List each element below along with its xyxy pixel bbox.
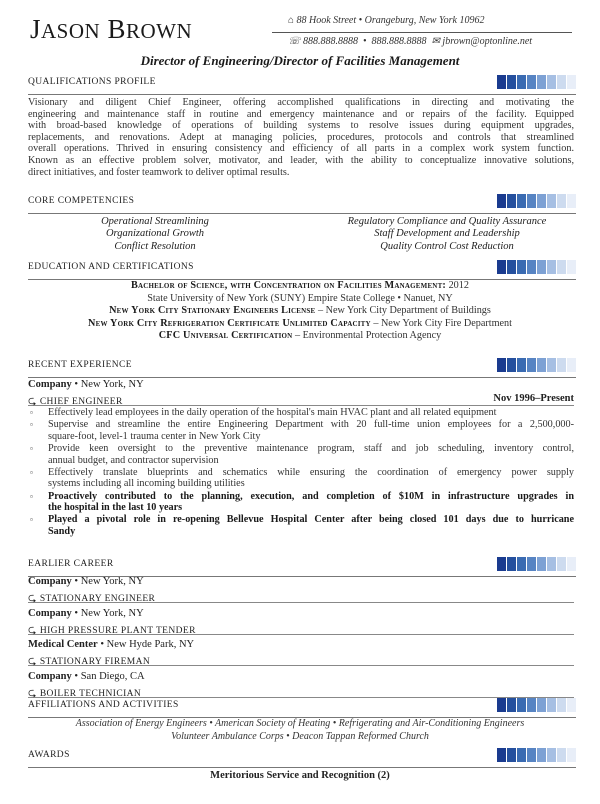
- phone-icon: ☏: [288, 36, 304, 47]
- accent-block: [527, 194, 536, 208]
- employer-line: Company • San Diego, CA: [28, 670, 145, 682]
- competency-item: Conflict Resolution: [114, 240, 196, 252]
- accent-block: [527, 260, 536, 274]
- accent-block: [517, 748, 526, 762]
- education-title: Bachelor of Science, with Concentration on Facilities Management:: [131, 280, 447, 291]
- accent-block: [557, 557, 566, 571]
- recent-employer: Company • New York, NY: [28, 379, 144, 390]
- profile-line: direct initiatives, and foster teamwork to deliver optimal results.: [28, 166, 290, 178]
- responsibility-text: [48, 407, 574, 419]
- affiliations-list: [0, 718, 600, 743]
- bullet-icon: ▫: [30, 467, 33, 477]
- role-name: STATIONARY ENGINEER: [39, 594, 156, 604]
- accent-block: [567, 194, 576, 208]
- accent-block: [537, 748, 546, 762]
- employer-name: Company: [28, 670, 72, 682]
- accent-block: [507, 75, 516, 89]
- responsibility-line: systems including all incoming building utilities: [48, 478, 245, 490]
- accent-block: [557, 260, 566, 274]
- responsibility-line: Played a pivotal role in re-opening Bellevue Hospital Center after being closed 101 days due to hurricane: [48, 514, 574, 526]
- profile-line: with broad-based knowledge of operations of building systems to resolve issues during equipment upgrades,: [28, 120, 574, 132]
- responsibility-line: Proactively contributed to the planning, execution, and completion of $10M in infrastructure upgrades in: [48, 490, 574, 502]
- accent-block: [567, 557, 576, 571]
- accent-block: [517, 698, 526, 712]
- profile-paragraph: [28, 97, 574, 178]
- education-title: CFC Universal Certification: [158, 330, 293, 342]
- role-title: [28, 590, 574, 603]
- accent-blocks: [497, 194, 576, 208]
- employer-location: New Hyde Park, NY: [106, 639, 195, 650]
- accent-blocks: [497, 358, 576, 372]
- accent-block: [537, 75, 546, 89]
- section-affiliations: AFFILIATIONS AND ACTIVITIES: [28, 700, 576, 714]
- accent-block: [557, 194, 566, 208]
- section-qualifications: QUALIFICATIONS PROFILE: [28, 77, 576, 91]
- responsibility-text: [48, 467, 574, 490]
- accent-block: [507, 194, 516, 208]
- education-title: New York City Refrigeration Certificate Unlimited Capacity: [88, 317, 371, 329]
- role-name: STATIONARY FIREMAN: [39, 657, 151, 667]
- responsibility-line: annual budget, and contractor supervision: [48, 454, 219, 466]
- employer-line: Company • New York, NY: [28, 607, 144, 619]
- accent-block: [497, 748, 506, 762]
- responsibility-text: [48, 419, 574, 442]
- accent-block: [497, 194, 506, 208]
- education-item: [0, 280, 600, 293]
- accent-block: [547, 194, 556, 208]
- accent-block: [547, 260, 556, 274]
- accent-block: [517, 260, 526, 274]
- address-line: ⌂ 88 Hook Street • Orangeburg, New York 10962: [288, 15, 485, 26]
- role-icon: ⮎: [28, 687, 37, 699]
- competency-item: Staff Development and Leadership: [374, 228, 520, 240]
- accent-block: [537, 194, 546, 208]
- employer-location: New York, NY: [80, 607, 144, 619]
- accent-block: [537, 358, 546, 372]
- accent-block: [507, 557, 516, 571]
- accent-block: [507, 698, 516, 712]
- accent-block: [557, 748, 566, 762]
- accent-block: [547, 698, 556, 712]
- accent-block: [527, 557, 536, 571]
- accent-block: [497, 260, 506, 274]
- competency-item: Quality Control Cost Reduction: [380, 240, 514, 252]
- role-name: HIGH PRESSURE PLANT TENDER: [39, 625, 196, 636]
- accent-block: [567, 748, 576, 762]
- accent-block: [547, 75, 556, 89]
- accent-block: [497, 75, 506, 89]
- accent-block: [507, 358, 516, 372]
- accent-block: [497, 358, 506, 372]
- bullet-icon: ▫: [30, 491, 33, 501]
- section-recent-experience: RECENT EXPERIENCE: [28, 360, 576, 374]
- bullet-icon: ▫: [30, 420, 33, 430]
- contact-line: ☏ 888.888.8888 • 888.888.8888 ✉ jbrown@optonline.net: [288, 36, 533, 47]
- bullet-icon: ▫: [30, 444, 33, 453]
- employer-line: Medical Center • New Hyde Park, NY: [28, 639, 195, 650]
- accent-block: [537, 698, 546, 712]
- employer-line: Company • New York, NY: [28, 576, 144, 587]
- accent-block: [567, 698, 576, 712]
- bullet-icon: ▫: [30, 515, 33, 525]
- section-education: EDUCATION AND CERTIFICATIONS: [28, 262, 576, 276]
- accent-blocks: [497, 748, 576, 762]
- responsibility-line: Effectively lead employees in the daily operation of the hospital's main HVAC plant and all related equipment: [48, 407, 497, 418]
- accent-block: [527, 358, 536, 372]
- accent-blocks: [497, 75, 576, 89]
- profile-line: engineering and maintenance staff in routine and emergency maintenance and or repairs of the facility. Equipped: [28, 108, 574, 120]
- accent-block: [517, 194, 526, 208]
- accent-block: [567, 260, 576, 274]
- accent-block: [527, 748, 536, 762]
- education-detail: – Environmental Protection Agency: [292, 330, 442, 342]
- responsibility-text: [48, 514, 574, 537]
- email-icon: ✉: [431, 36, 443, 47]
- role-icon: ⮎: [28, 396, 37, 407]
- professional-title: Director of Engineering/Director of Facilities Management: [140, 53, 460, 68]
- education-item: [0, 318, 600, 331]
- employer-name: Company: [28, 576, 72, 587]
- education-title: New York City Stationary Engineers License: [109, 305, 316, 317]
- competency-item: Organizational Growth: [105, 228, 205, 240]
- candidate-name: JASON BROWN: [30, 14, 193, 44]
- accent-block: [517, 358, 526, 372]
- education-detail: – New York City Department of Buildings: [315, 305, 491, 317]
- accent-block: [547, 358, 556, 372]
- accent-block: [497, 557, 506, 571]
- accent-block: [547, 748, 556, 762]
- responsibility-text: [48, 443, 574, 466]
- employer-location: San Diego, CA: [80, 670, 145, 682]
- section-earlier-career: EARLIER CAREER: [28, 559, 576, 573]
- competencies-right: [322, 216, 572, 253]
- employer-name: Medical Center: [28, 639, 98, 650]
- accent-block: [567, 358, 576, 372]
- accent-block: [557, 698, 566, 712]
- accent-blocks: [497, 698, 576, 712]
- accent-block: [527, 75, 536, 89]
- education-item: [0, 305, 600, 318]
- profile-line: replacements, and renovations. Adept at managing policies, procedures, protocols and controls that streamlined: [28, 131, 574, 143]
- responsibility-line: Provide keen oversight to the preventive maintenance program, staff and job scheduling, inventory control,: [48, 443, 574, 454]
- education-list: [0, 280, 600, 343]
- award-item: Meritorious Service and Recognition (2): [210, 770, 390, 781]
- responsibility-line: Supervise and streamline the entire Engineering Department with 20 full-time union employees for a 2,500,000-: [48, 419, 574, 431]
- responsibility-line: Sandy: [48, 525, 76, 537]
- profile-line: Known as an effective problem solver, motivator, and leader, with the ability to conceptualize innovative solutions,: [28, 154, 574, 166]
- accent-block: [567, 75, 576, 89]
- email-link[interactable]: jbrown@optonline.net: [442, 36, 533, 47]
- accent-block: [517, 75, 526, 89]
- accent-block: [557, 358, 566, 372]
- accent-block: [497, 698, 506, 712]
- accent-blocks: [497, 557, 576, 571]
- role-title: [28, 653, 574, 666]
- role-icon: ⮎: [28, 593, 37, 604]
- role-title: [28, 622, 574, 635]
- section-competencies: CORE COMPETENCIES: [28, 196, 576, 210]
- competencies-left: [70, 216, 240, 253]
- accent-block: [557, 75, 566, 89]
- competency-item: Operational Streamlining: [101, 216, 209, 227]
- education-item: [0, 330, 600, 343]
- role-title: [28, 685, 574, 698]
- accent-blocks: [497, 260, 576, 274]
- affiliation-line: Association of Energy Engineers • American Society of Heating • Refrigerating and Air-Conditioning Engineers: [75, 718, 525, 729]
- section-awards: AWARDS: [28, 750, 576, 764]
- role-icon: ⮎: [28, 624, 37, 636]
- header-divider: [272, 32, 572, 33]
- responsibility-line: the hospital in the last 10 years: [48, 502, 183, 514]
- bullet-icon: ▫: [30, 408, 33, 417]
- role-icon: ⮎: [28, 656, 37, 667]
- education-detail: 2012: [446, 280, 469, 291]
- accent-block: [507, 748, 516, 762]
- accent-block: [547, 557, 556, 571]
- competency-item: Regulatory Compliance and Quality Assurance: [347, 216, 547, 227]
- role-name: BOILER TECHNICIAN: [39, 688, 142, 699]
- role-dates: Nov 1996–Present: [493, 393, 574, 404]
- accent-block: [507, 260, 516, 274]
- education-item: [0, 293, 600, 306]
- education-detail: – New York City Fire Department: [370, 317, 512, 329]
- profile-line: overall operations. Thrived in ensuring consistency and efficiency of all parts in a complex work system function.: [28, 143, 574, 155]
- accent-block: [537, 557, 546, 571]
- responsibility-line: Effectively translate blueprints and schematics while ensuring the coordination of emergency power supply: [48, 466, 574, 478]
- accent-block: [527, 698, 536, 712]
- accent-block: [537, 260, 546, 274]
- affiliation-line: Volunteer Ambulance Corps • Deacon Tappan Reformed Church: [171, 730, 429, 742]
- recent-role: ⮎ CHIEF ENGINEER Nov 1996–Present: [28, 393, 574, 407]
- home-icon: ⌂: [288, 15, 297, 26]
- responsibility-line: square-foot, level-1 trauma center in New York City: [48, 430, 261, 442]
- employer-name: Company: [28, 607, 72, 619]
- education-detail: State University of New York (SUNY) Empire State College • Nanuet, NY: [147, 292, 453, 304]
- profile-line: Visionary and diligent Chief Engineer, offering accomplished qualifications in directing and motivating the: [28, 97, 574, 108]
- accent-block: [517, 557, 526, 571]
- employer-location: New York, NY: [80, 576, 144, 587]
- responsibility-text: [48, 491, 574, 514]
